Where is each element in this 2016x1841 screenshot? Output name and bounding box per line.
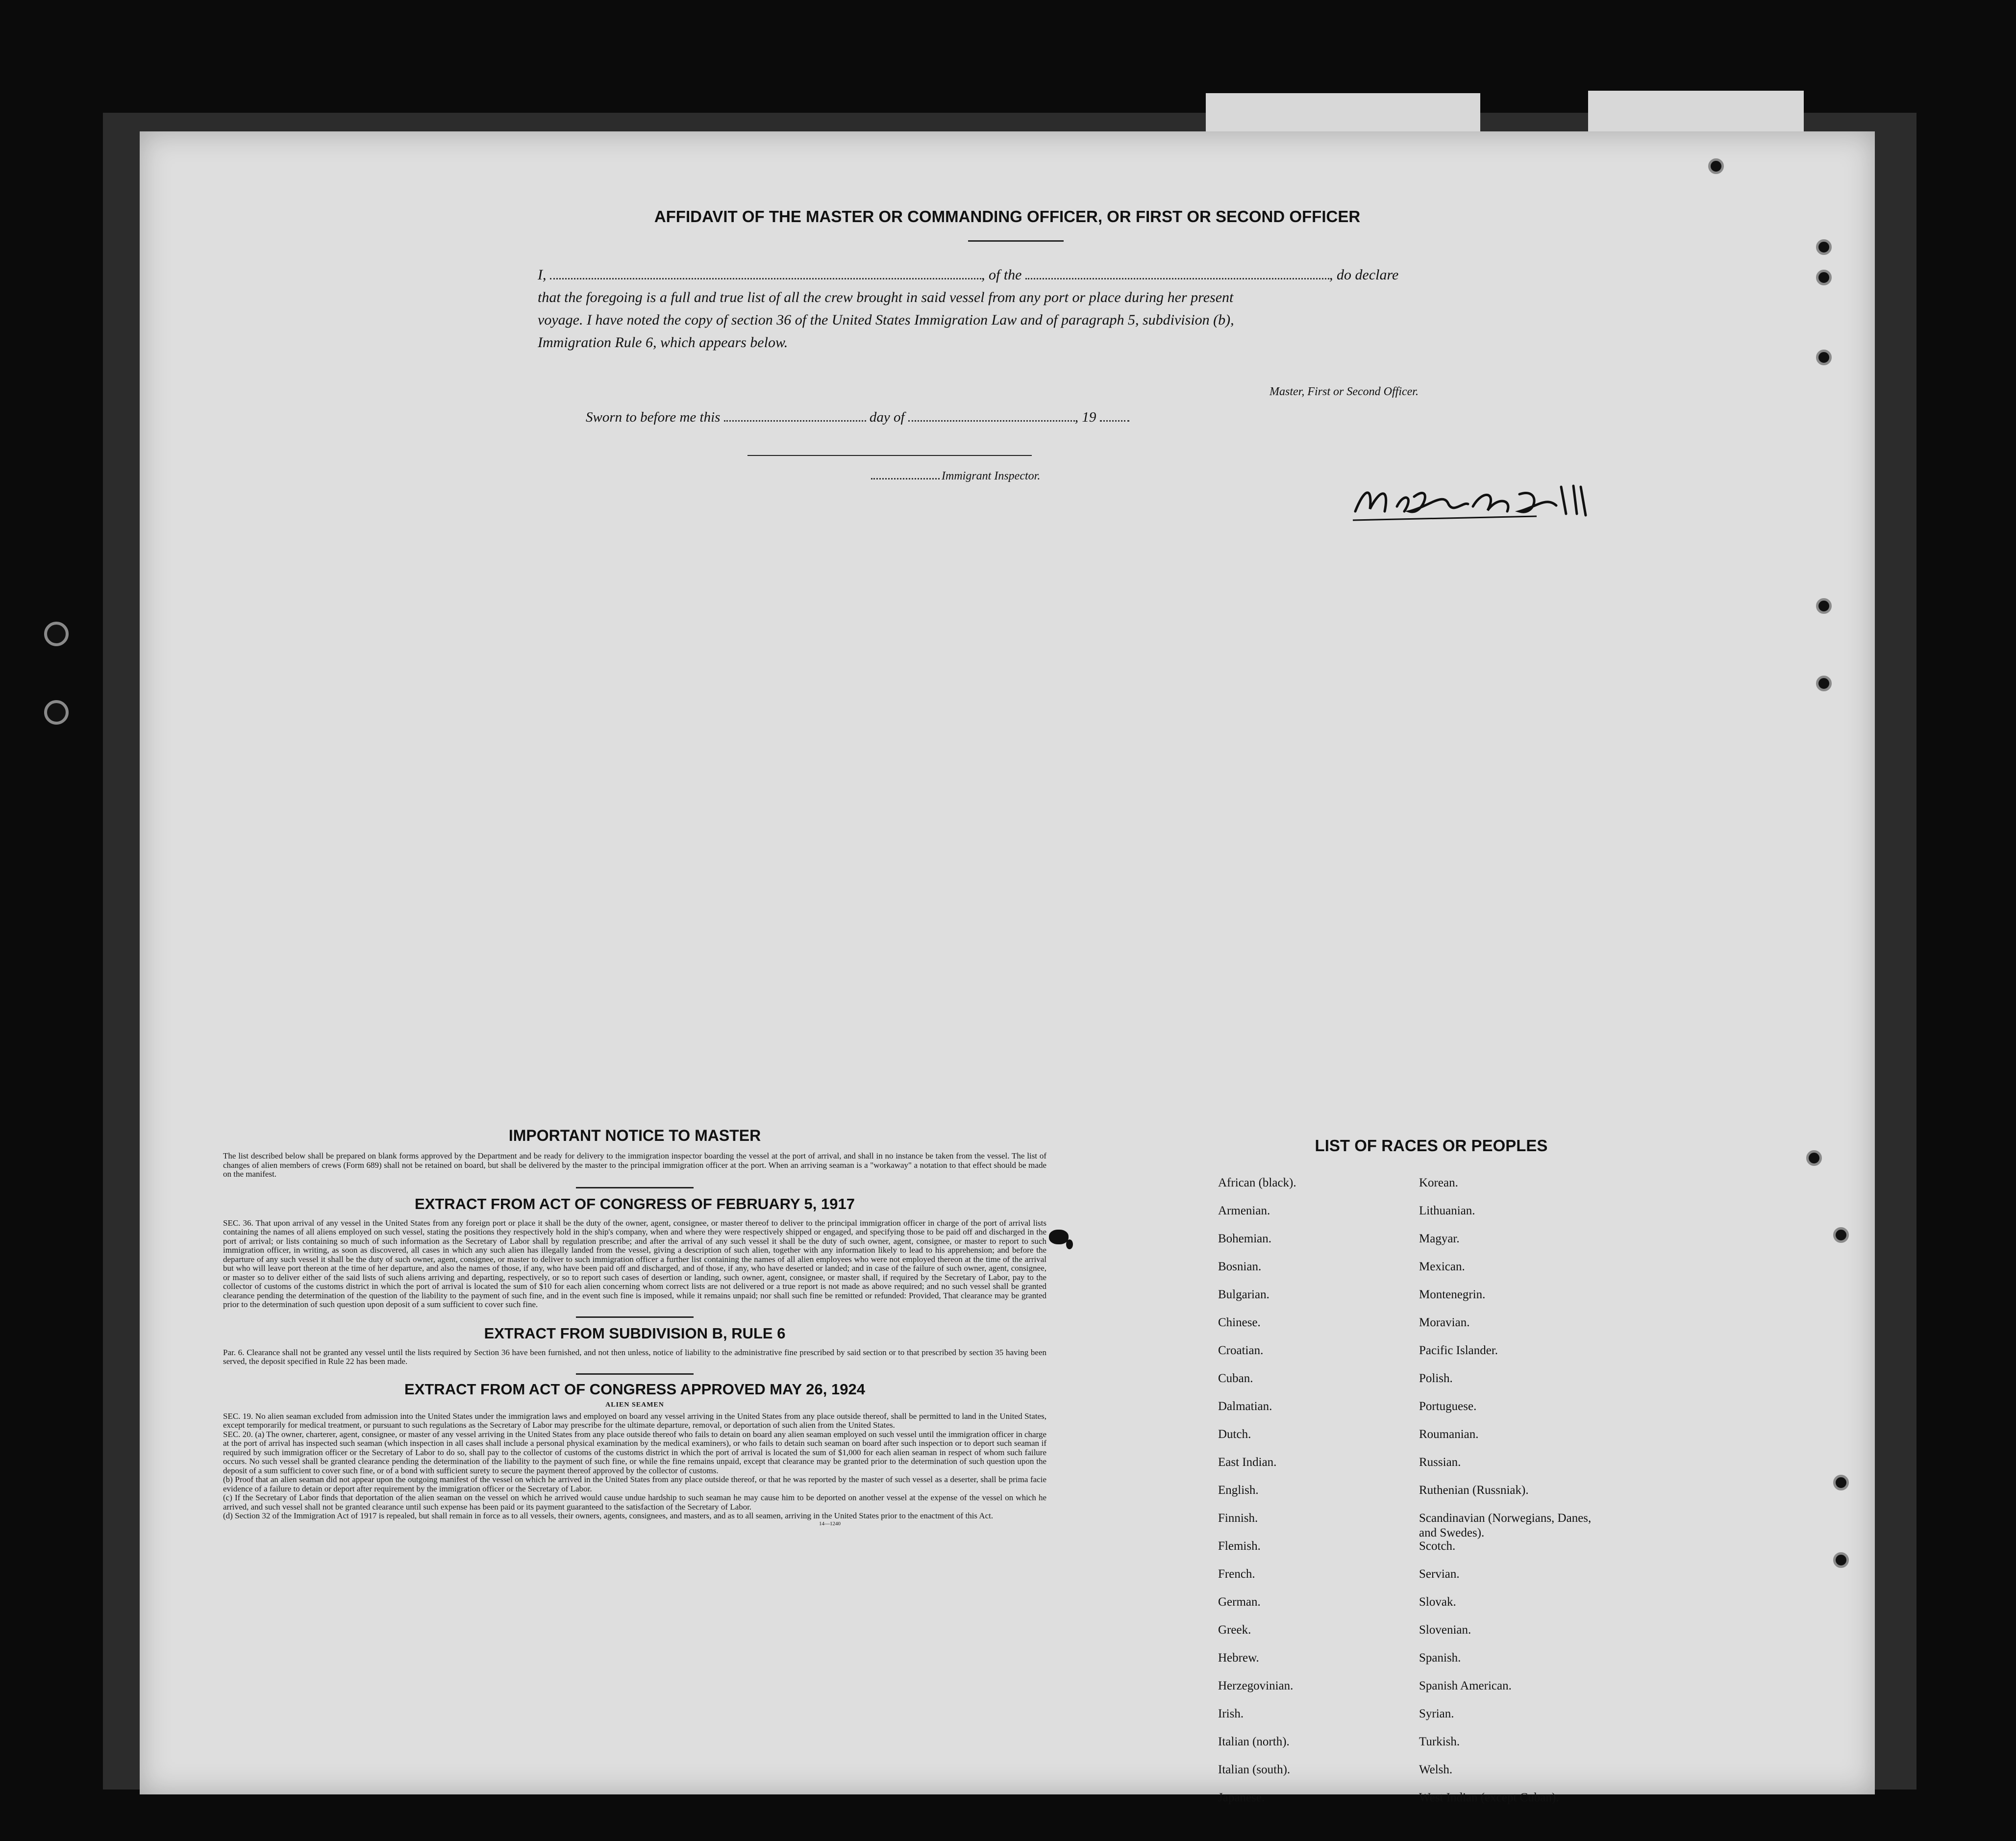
sworn-prefix: Sworn to before me this: [586, 409, 721, 425]
affidavit-line-3: voyage. I have noted the copy of section 36 of the United States Immigration Law and of paragraph 5, subdivision (b),: [538, 312, 1234, 328]
race-item: Polish.: [1419, 1372, 1453, 1385]
sworn-month-blank[interactable]: [908, 409, 1075, 422]
affidavit-of-the: , of the: [981, 267, 1022, 283]
race-item: Roumanian.: [1419, 1428, 1479, 1441]
punch-hole-icon: [1816, 676, 1832, 691]
vessel-blank[interactable]: [1025, 267, 1329, 279]
extract-rule6-title: EXTRACT FROM SUBDIVISION B, RULE 6: [484, 1324, 786, 1342]
inspector-caption: Immigrant Inspector.: [942, 470, 1041, 482]
punch-hole-icon: [1806, 1150, 1822, 1166]
race-item: Pacific Islander.: [1419, 1344, 1498, 1357]
punch-hole-icon: [44, 700, 69, 725]
form-number: 14—1240: [819, 1520, 841, 1527]
extract-1917-title: EXTRACT FROM ACT OF CONGRESS OF FEBRUARY 5, 1917: [415, 1195, 855, 1212]
race-item: Montenegrin.: [1419, 1288, 1486, 1301]
sworn-year: , 19: [1074, 409, 1096, 425]
punch-hole-icon: [44, 622, 69, 646]
race-item: Italian (north).: [1218, 1735, 1290, 1748]
sworn-line: [586, 406, 1129, 429]
race-item: Korean.: [1419, 1176, 1458, 1189]
race-item: Ruthenian (Russniak).: [1419, 1484, 1529, 1497]
affidavit-line-4: Immigration Rule 6, which appears below.: [538, 334, 788, 351]
punch-hole-icon: [1816, 239, 1832, 255]
race-item: Turkish.: [1419, 1735, 1460, 1748]
section-rule: [576, 1316, 694, 1318]
punch-hole-icon: [1816, 598, 1832, 614]
ink-blot: [1049, 1230, 1069, 1244]
race-item: Scandinavian (Norwegians, Danes, and Swedes).: [1419, 1512, 1592, 1539]
race-item: West Indian (except Cuban).: [1419, 1791, 1559, 1804]
title-rule: [968, 240, 1064, 242]
affidavit-title: AFFIDAVIT OF THE MASTER OR COMMANDING OFFICER, OR FIRST OR SECOND OFFICER: [654, 207, 1361, 226]
section-rule: [576, 1187, 694, 1188]
extract-1924-subtitle: ALIEN SEAMEN: [605, 1401, 664, 1409]
sworn-day-blank[interactable]: [724, 409, 866, 422]
race-item: Croatian.: [1218, 1344, 1264, 1357]
race-item: English.: [1218, 1484, 1259, 1497]
race-item: Slovak.: [1419, 1595, 1456, 1609]
race-item: Servian.: [1419, 1567, 1460, 1581]
race-item: Scotch.: [1419, 1539, 1456, 1553]
race-item: Lithuanian.: [1419, 1204, 1475, 1217]
name-blank[interactable]: [550, 267, 981, 279]
legal-column: [223, 1127, 1046, 1527]
form-page: [140, 131, 1875, 1804]
race-item: Spanish American.: [1419, 1679, 1512, 1692]
race-item: French.: [1218, 1567, 1255, 1581]
race-item: Spanish.: [1419, 1651, 1461, 1664]
affidavit-line-1: [538, 264, 1398, 286]
race-item: African (black).: [1218, 1176, 1296, 1189]
race-item: German.: [1218, 1595, 1261, 1609]
race-item: Hebrew.: [1218, 1651, 1259, 1664]
race-item: Bulgarian.: [1218, 1288, 1269, 1301]
race-item: Portuguese.: [1419, 1400, 1477, 1413]
extract-1924-sec20d: (d) Section 32 of the Immigration Act of 1917 is repealed, but shall remain in force as to all vessels, their owners, agents, consignees, and masters, and as to all seamen, arriving in the United States prior to the enactment of this Act.: [223, 1511, 994, 1520]
notice-text: The list described below shall be prepared on blank forms approved by the Department and be ready for delivery to the immigration inspector boarding the vessel at the port of arrival, and shall in no instance be taken from the vessel. The list of changes of alien members of crews (Form 689) shall not be retained on board, but shall be delivered by the master to the principal immigration officer at the port. When an arriving seaman is a "workaway" a notation to that effect should be made on the manifest.: [223, 1151, 1046, 1179]
extract-1917-text: SEC. 36. That upon arrival of any vessel in the United States from any foreign port or place it shall be the duty of the owner, agent, consignee, or master thereof to deliver to the principal immigration officer in charge of the port of arrival lists containing the names of all aliens employed on such vessel, stating the positions they respectively hold in the ship's company, when and where they were respectively shipped or engaged, and specifying those to be paid off and discharged in the port of arrival; or lists containing so much of such information as the Secretary of Labor shall by regulation prescribe; and after the arrival of any such vessel it shall be the duty of such owner, agent, consignee, or master to report to such immigration officer, in writing, as soon as discovered, all cases in which any such alien has illegally landed from the vessel, giving a description of such alien, together with any information likely to lead to his apprehension; and before the departure of any such vessel it shall be the duty of such owner, agent, consignee, or master to deliver to such immigration officer a further list containing the names of all alien employees who were not employed thereon at the time of the arrival but who will leave port thereon at the time of her departure, and also the names of those, if any, who have been paid off and discharged, and of those, if any, who have deserted or landed; and in case of the failure of such owner, agent, consignee, or master so to deliver either of the said lists of such aliens arriving and departing, respectively, or so to report such cases of desertion or landing, such owner, agent, consignee, or master shall, if required by the Secretary of Labor, pay to the collector of customs of the customs district in which the port of arrival is located the sum of $10 for each alien concerning whom correct lists are not delivered or a true report is not made as above required; and no such vessel shall be granted clearance pending the determination of the question of the liability to the payment of such fine, and in the event such fine is imposed, while it remains unpaid; nor shall such fine be remitted or refunded: Provided, That clearance may be granted prior to the determination of such question upon deposit of a sum sufficient to cover such fine.: [223, 1218, 1046, 1309]
extract-1924-sec20b: (b) Proof that an alien seaman did not appear upon the outgoing manifest of the vessel on which he arrived in the United States from any place outside thereof, or that he was reported by the master of such vessel as a deserter, shall be prima facie evidence of a failure to detain or deport after requirement by the immigration officer or the Secretary of Labor.: [223, 1475, 1046, 1493]
race-item: Russian.: [1419, 1456, 1461, 1469]
punch-hole-icon: [1708, 158, 1724, 174]
top-tab-right: [1588, 91, 1804, 137]
race-item: Slovenian.: [1419, 1623, 1471, 1637]
races-title: LIST OF RACES OR PEOPLES: [1315, 1136, 1548, 1155]
punch-hole-icon: [1816, 270, 1832, 285]
race-item: Bohemian.: [1218, 1232, 1272, 1245]
race-item: Welsh.: [1419, 1763, 1453, 1776]
race-item: Syrian.: [1419, 1707, 1454, 1720]
punch-hole-icon: [1833, 1475, 1849, 1490]
race-item: Bosnian.: [1218, 1260, 1262, 1273]
affidavit-declare: , do declare: [1329, 267, 1399, 283]
handwritten-signature: [1350, 477, 1605, 526]
race-item: Herzegovinian.: [1218, 1679, 1294, 1692]
extract-1924-sec20a: SEC. 20. (a) The owner, charterer, agent, consignee, or master of any vessel arriving in the United States from any place outside thereof who fails to detain on board any alien seaman employed on such vessel until the immigration officer in charge at the port of arrival has inspected such seaman (which inspection in all cases shall include a personal physical examination by the medical examiners), or who fails to detain such seaman on board after such inspection or to deport such seaman if required by such immigration officer or the Secretary of Labor to do so, shall pay to the collector of customs of the customs district in which the port of arrival is located the sum of $1,000 for each alien seaman in respect of whom such failure occurs. No such vessel shall be granted clearance pending the determination of the liability to the payment of such fine, or while the fine remains unpaid, except that clearance may be granted prior to the determination of such question upon the deposit of a sum sufficient to cover such fine, or of a bond with sufficient surety to secure the payment thereof approved by the collector of customs.: [223, 1429, 1046, 1475]
race-item: Irish.: [1218, 1707, 1244, 1720]
race-item: East Indian.: [1218, 1456, 1277, 1469]
punch-hole-icon: [1833, 1227, 1849, 1243]
ink-blot: [1066, 1239, 1073, 1249]
race-item: Magyar.: [1419, 1232, 1460, 1245]
race-item: Finnish.: [1218, 1512, 1258, 1525]
race-item: Greek.: [1218, 1623, 1251, 1637]
races-left-column: [1218, 1176, 1296, 1818]
race-item: Flemish.: [1218, 1539, 1261, 1553]
notice-title: IMPORTANT NOTICE TO MASTER: [508, 1127, 761, 1144]
extract-1924-sec19: SEC. 19. No alien seaman excluded from admission into the United States under the immigration laws and employed on board any vessel arriving in the United States from any place outside thereof, shall be permitted to land in the United States, except temporarily for medical treatment, or pursuant to such regulations as the Secretary of Labor may prescribe for the ultimate departure, removal, or deportation of such alien from the United States.: [223, 1411, 1046, 1430]
race-item: Dutch.: [1218, 1428, 1251, 1441]
race-item: Chinese.: [1218, 1316, 1261, 1329]
race-item: Italian (south).: [1218, 1763, 1291, 1776]
inspector-line: [871, 470, 1040, 483]
punch-hole-icon: [1816, 350, 1832, 365]
race-item: Cuban.: [1218, 1372, 1253, 1385]
race-item: Japanese.: [1218, 1791, 1265, 1804]
sworn-day: day of: [869, 409, 905, 425]
extract-rule6-text: Par. 6. Clearance shall not be granted any vessel until the lists required by Section 36 have been furnished, and not then unless, notice of liability to the administrative fine prescribed by said section or to that prescribed by section 35 having been served, the deposit specified in Rule 22 has been made.: [223, 1347, 1046, 1366]
punch-hole-icon: [1833, 1552, 1849, 1568]
extract-1924-title: EXTRACT FROM ACT OF CONGRESS APPROVED MAY 26, 1924: [404, 1380, 865, 1398]
inspector-signature-line: [747, 455, 1032, 456]
affidavit-line-2: that the foregoing is a full and true list of all the crew brought in said vessel from any port or place during her present: [538, 289, 1234, 305]
top-tab-left: [1206, 93, 1480, 137]
affidavit-i: I,: [538, 267, 547, 283]
signature-caption: Master, First or Second Officer.: [1269, 385, 1419, 398]
race-item: Mexican.: [1419, 1260, 1465, 1273]
race-item: Armenian.: [1218, 1204, 1270, 1217]
races-right-column: [1419, 1176, 1610, 1818]
extract-1924-sec20c: (c) If the Secretary of Labor finds that deportation of the alien seaman on the vessel on which he arrived would cause undue hardship to such seaman he may cause him to be deported on another vessel at the expense of the vessel on which he arrived, and such vessel shall not be granted clearance until such expense has been paid or its payment guaranteed to the satisfaction of the Secretary of Labor.: [223, 1493, 1046, 1512]
race-item: Dalmatian.: [1218, 1400, 1272, 1413]
section-rule: [576, 1373, 694, 1375]
sworn-year-blank[interactable]: [1100, 409, 1129, 422]
inspector-blank[interactable]: [871, 471, 940, 479]
race-item: Moravian.: [1419, 1316, 1470, 1329]
